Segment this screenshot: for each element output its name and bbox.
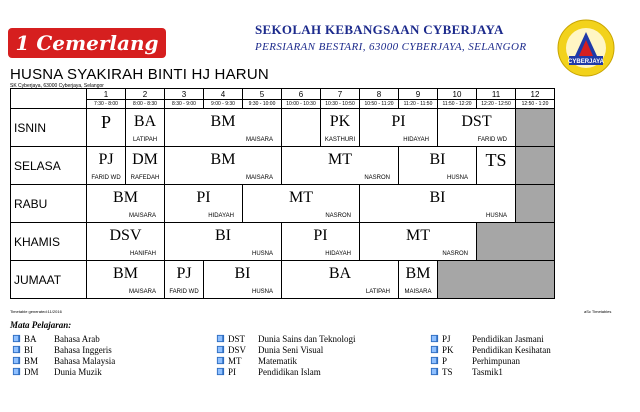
legend-subject: Dunia Sains dan Teknologi [258,333,356,344]
lesson-cell [87,147,126,185]
lesson-cell [282,147,399,185]
legend-code: TS [442,366,453,377]
period-time: 12:20 - 12:50 [477,100,516,109]
school-logo [555,18,617,78]
teacher-name: HUSNA [485,213,507,219]
subject-code: BI [234,265,251,282]
lesson-cell [87,223,165,261]
teacher-name: HUSNA [251,251,273,257]
book-icon [216,345,225,354]
legend-subject: Perhimpunan [472,355,520,366]
legend-subject: Pendidikan Jasmani [472,333,544,344]
period-header: 6 [282,89,321,100]
legend-column-1 [12,333,115,377]
school-name: SEKOLAH KEBANGSAAN CYBERJAYA [255,22,504,37]
unused-period [516,147,555,185]
lesson-cell [87,261,165,299]
legend-item [430,355,551,366]
subject-code: PI [196,189,211,206]
unused-period [516,109,555,147]
lesson-cell [126,109,165,147]
subject-code: BM [210,113,236,130]
book-icon [216,367,225,376]
period-time: 11:20 - 11:50 [399,100,438,109]
period-time: 10:50 - 11:20 [360,100,399,109]
day-row [11,223,555,261]
legend-code: DSV [228,344,247,355]
teacher-name: HUSNA [251,289,273,295]
legend-column-2 [216,333,355,377]
legend-subject: Dunia Muzik [54,366,102,377]
subject-code: PJ [98,151,114,168]
lesson-cell [165,147,282,185]
legend-item [216,366,355,377]
lesson-cell [399,261,438,299]
lesson-cell [165,261,204,299]
lesson-cell [282,261,399,299]
period-time: 9:30 - 10:00 [243,100,282,109]
book-icon [430,367,439,376]
teacher-name: HIDAYAH [208,213,234,219]
teacher-name: MAISARA [245,175,273,181]
legend-item [430,333,551,344]
school-line: SK Cyberjaya, 63000 Cyberjaya, Selangor [10,83,104,89]
book-icon [430,356,439,365]
legend-item [12,355,115,366]
teacher-name: NASRON [364,175,390,181]
legend-subject: Pendidikan Islam [258,366,321,377]
teacher-name: HUSNA [446,175,468,181]
subject-code: DM [132,151,158,168]
subject-code: BA [133,113,157,130]
period-time: 9:00 - 9:30 [204,100,243,109]
teacher-name: KASTHURI [324,137,356,143]
lesson-cell [165,223,282,261]
book-icon [430,345,439,354]
legend-code: PK [442,344,454,355]
period-header: 3 [165,89,204,100]
lesson-cell [438,109,516,147]
unused-period [477,223,555,261]
legend-subject: Matematik [258,355,297,366]
lesson-cell [399,147,477,185]
lesson-cell [360,223,477,261]
legend-code: DM [24,366,39,377]
day-row [11,185,555,223]
legend-item [12,366,115,377]
legend-item [216,355,355,366]
book-icon [12,356,21,365]
subject-code: PI [391,113,406,130]
subject-code: MT [406,227,430,244]
legend-code: PI [228,366,237,377]
teacher-name: FARID WD [91,175,121,181]
book-icon [216,334,225,343]
period-header: 5 [243,89,282,100]
lesson-cell [165,109,282,147]
teacher-name: MAISARA [404,289,432,295]
day-row [11,261,555,299]
book-icon [430,334,439,343]
teacher-name: LATIPAH [365,289,390,295]
period-header: 9 [399,89,438,100]
day-row [11,109,555,147]
teacher-name: MAISARA [128,213,156,219]
lesson-cell [360,109,438,147]
legend-code: DST [228,333,246,344]
legend-code: PJ [442,333,451,344]
legend-subject: Dunia Seni Visual [258,344,324,355]
teacher-name: FARID WD [477,137,507,143]
legend-column-3 [430,333,551,377]
book-icon [12,334,21,343]
legend-item [430,366,551,377]
lesson-cell [87,109,126,147]
legend-subject: Pendidikan Kesihatan [472,344,551,355]
legend-item [216,333,355,344]
legend-item [12,333,115,344]
teacher-name: HANIFAH [129,251,156,257]
generated-note: Timetable generated:11/2016 [10,309,62,314]
lesson-cell [321,109,360,147]
lesson-cell [243,185,360,223]
lesson-cell [87,185,165,223]
student-name: HUSNA SYAKIRAH BINTI HJ HARUN [10,66,269,83]
legend-code: BA [24,333,37,344]
subject-code: BI [429,151,446,168]
period-time: 10:00 - 10:30 [282,100,321,109]
period-header: 8 [360,89,399,100]
teacher-name: NASRON [442,251,468,257]
subject-code: BM [405,265,431,282]
timetable [10,88,555,299]
subject-code: BM [113,189,138,206]
book-icon [216,356,225,365]
period-header: 4 [204,89,243,100]
period-header: 10 [438,89,477,100]
day-label: RABU [11,185,87,223]
brand-note: aSc Timetables [584,309,612,314]
legend-item [12,344,115,355]
unused-period [516,185,555,223]
legend-code: BI [24,344,33,355]
book-icon [12,367,21,376]
subject-code: BI [215,227,231,244]
lesson-cell [282,223,360,261]
subject-code: TS [485,150,507,170]
lesson-cell [477,147,516,185]
legend-title: Mata Pelajaran: [10,320,72,330]
logo-text: CYBERJAYA [568,59,604,65]
teacher-name: LATIPAH [132,137,158,143]
period-time: 7:30 - 8:00 [87,100,126,109]
teacher-name: HIDAYAH [325,251,351,257]
day-label: JUMAAT [11,261,87,299]
legend-item [216,344,355,355]
school-address: PERSIARAN BESTARI, 63000 CYBERJAYA, SELANGOR [255,41,527,53]
subject-code: P [100,112,111,132]
period-header: 12 [516,89,555,100]
teacher-name: RAFEDAH [130,175,160,181]
legend-code: MT [228,355,242,366]
motto-badge: 1 Cemerlang [8,28,166,58]
subject-code: DSV [109,227,142,244]
day-label: KHAMIS [11,223,87,261]
day-label: SELASA [11,147,87,185]
lesson-cell [282,109,321,147]
day-label: ISNIN [11,109,87,147]
subject-code: BA [328,265,352,282]
legend-subject: Tasmik1 [472,366,503,377]
teacher-name: MAISARA [128,289,156,295]
teacher-name: FARID WD [169,289,199,295]
legend-subject: Bahasa Malaysia [54,355,116,366]
period-time: 8:00 - 8:30 [126,100,165,109]
day-row [11,147,555,185]
period-header: 1 [87,89,126,100]
subject-code: DST [461,113,492,130]
subject-code: PJ [176,265,192,282]
teacher-name: MAISARA [245,137,273,143]
period-time: 11:50 - 12:20 [438,100,477,109]
period-header: 11 [477,89,516,100]
period-time: 10:30 - 10:50 [321,100,360,109]
teacher-name: NASRON [325,213,351,219]
legend-subject: Bahasa Inggeris [54,344,112,355]
subject-code: BM [113,265,138,282]
legend-code: P [442,355,448,366]
subject-code: PI [313,227,328,244]
period-header: 2 [126,89,165,100]
period-header: 7 [321,89,360,100]
unused-period [438,261,555,299]
lesson-cell [126,147,165,185]
period-time: 8:30 - 9:00 [165,100,204,109]
subject-code: PK [329,113,351,130]
lesson-cell [360,185,516,223]
legend-item [430,344,551,355]
subject-code: BM [210,151,236,168]
period-time: 12:50 - 1:20 [516,100,555,109]
lesson-cell [204,261,282,299]
legend-subject: Bahasa Arab [54,333,100,344]
lesson-cell [165,185,243,223]
corner-cell [11,89,87,109]
subject-code: BI [429,189,446,206]
subject-code: MT [328,151,352,168]
legend-code: BM [24,355,39,366]
subject-code: MT [289,189,313,206]
teacher-name: HIDAYAH [403,137,429,143]
book-icon [12,345,21,354]
